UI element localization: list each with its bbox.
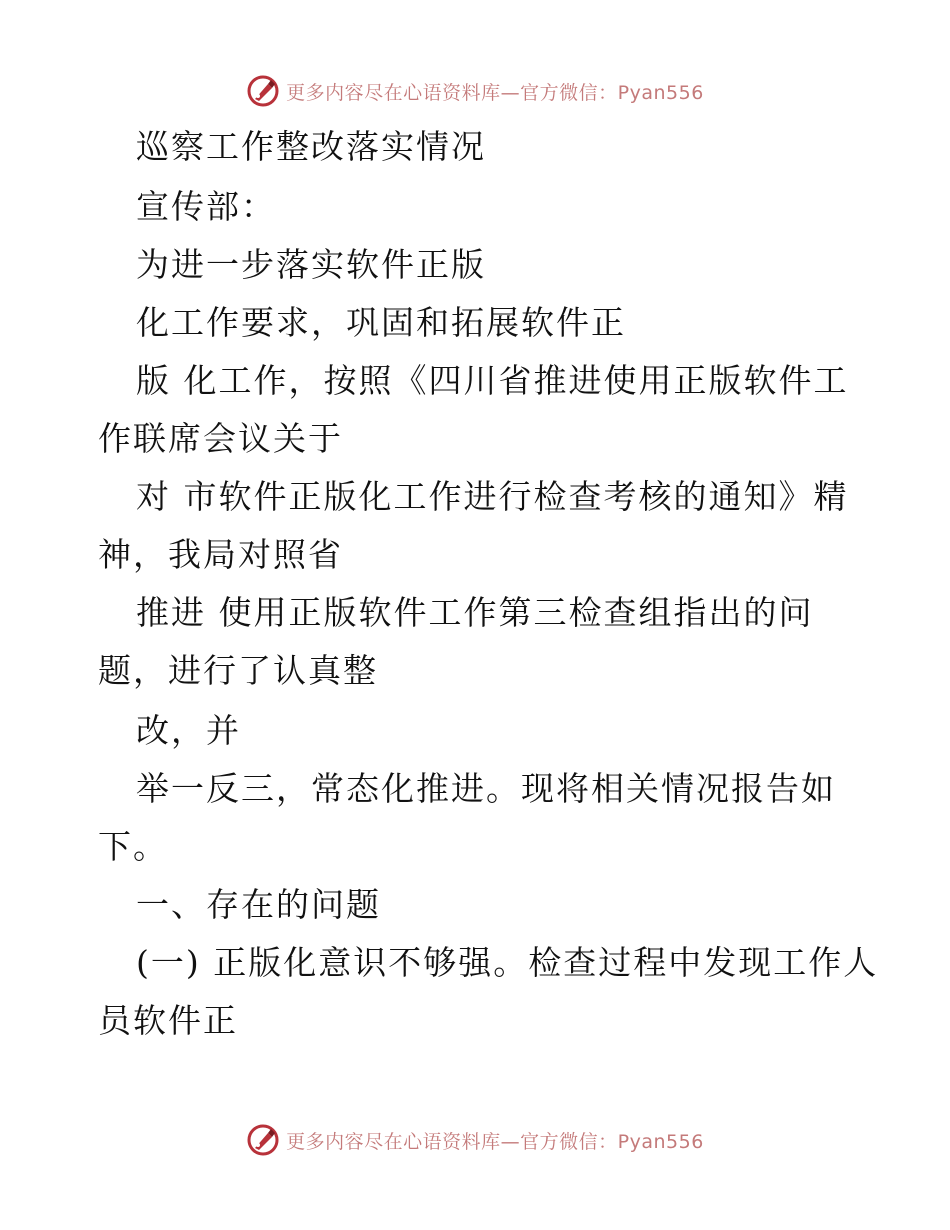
doc-line: 员软件正 — [98, 1001, 238, 1040]
doc-line: 下。 — [98, 827, 168, 866]
doc-line: 题，进行了认真整 — [98, 651, 378, 690]
doc-line: 推进 使用正版软件工作第三检查组指出的问 — [136, 593, 814, 632]
doc-line: 作联席会议关于 — [98, 419, 343, 458]
pen-circle-logo-icon — [246, 1123, 280, 1157]
doc-line: 举一反三，常态化推进。现将相关情况报告如 — [136, 769, 836, 808]
footer-watermark — [0, 1120, 950, 1160]
doc-line: (一) 正版化意识不够强。检查过程中发现工作人 — [136, 943, 879, 982]
doc-line: 宣传部： — [136, 187, 276, 226]
pen-circle-logo-icon — [246, 74, 280, 108]
doc-line: 神，我局对照省 — [98, 535, 343, 574]
watermark-text: 更多内容尽在心语资料库—官方微信：Pyan556 — [286, 1130, 704, 1153]
doc-line: 版 化工作，按照《四川省推进使用正版软件工 — [136, 361, 849, 400]
header-watermark — [0, 71, 950, 111]
doc-line: 为进一步落实软件正版 — [136, 245, 486, 284]
doc-line: 对 市软件正版化工作进行检查考核的通知》精 — [136, 477, 849, 516]
section-heading: 一、存在的问题 — [136, 885, 381, 924]
doc-line: 改，并 — [136, 711, 241, 750]
doc-title: 巡察工作整改落实情况 — [136, 127, 486, 166]
watermark-text: 更多内容尽在心语资料库—官方微信：Pyan556 — [286, 81, 704, 104]
doc-line: 化工作要求，巩固和拓展软件正 — [136, 303, 626, 342]
